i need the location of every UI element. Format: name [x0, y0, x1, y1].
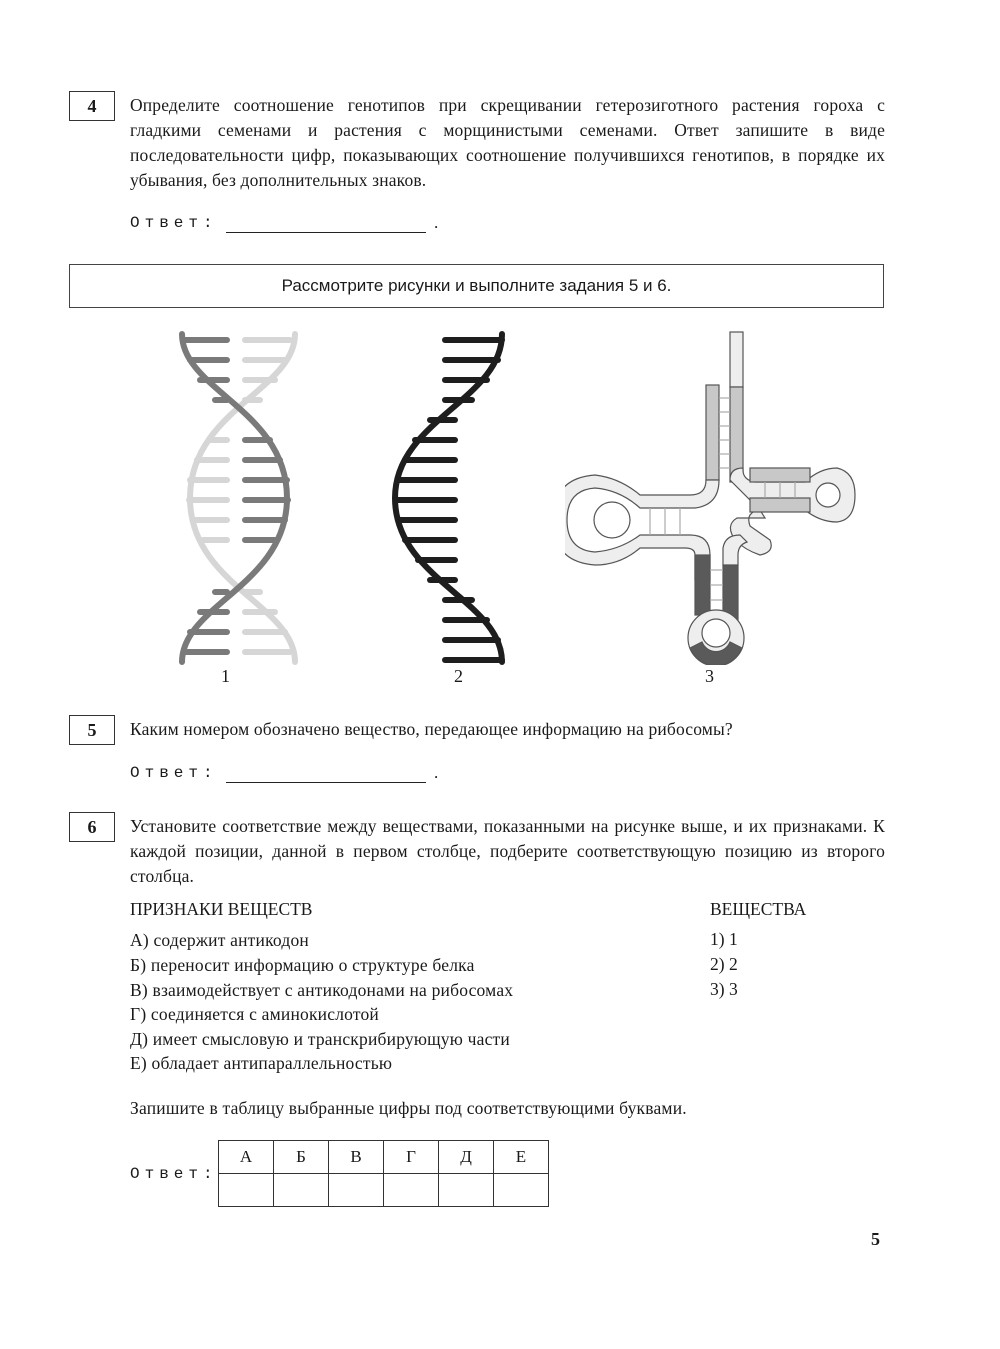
- task-6-answer-label: Ответ:: [130, 1165, 218, 1183]
- substance-option-1: 1) 1: [710, 929, 738, 949]
- substance-option-3: 3) 3: [710, 979, 738, 999]
- task-5-text: Каким номером обозначено вещество, передающее информацию на рибосомы?: [130, 719, 733, 739]
- task-5-number: 5: [69, 715, 115, 745]
- substance-option-2: 2) 2: [710, 954, 738, 974]
- answer-cell-a[interactable]: [219, 1174, 274, 1207]
- figure-1-label: 1: [221, 666, 230, 686]
- trna-cloverleaf-figure: [565, 330, 860, 665]
- answer-table-header-a: А: [219, 1141, 274, 1174]
- answer-table-header-b: Б: [274, 1141, 329, 1174]
- answer-cell-v[interactable]: [329, 1174, 384, 1207]
- answer-table-header-d: Д: [439, 1141, 494, 1174]
- answer-cell-d[interactable]: [439, 1174, 494, 1207]
- feature-item-b: Б) переносит информацию о структуре белка: [130, 955, 475, 975]
- feature-item-d: Д) имеет смысловую и транскрибирующую части: [130, 1029, 510, 1049]
- answer-table-header-row: [219, 1141, 549, 1174]
- task-4-answer-period: .: [434, 213, 439, 232]
- answer-table-header-v: В: [329, 1141, 384, 1174]
- table-instruction: Запишите в таблицу выбранные цифры под соответствующими буквами.: [130, 1098, 687, 1118]
- answer-cell-g[interactable]: [384, 1174, 439, 1207]
- page-number: 5: [871, 1229, 880, 1249]
- answer-cell-e[interactable]: [494, 1174, 549, 1207]
- task-5-answer-label: Ответ:: [130, 764, 218, 782]
- substances-column-header: ВЕЩЕСТВА: [710, 899, 807, 919]
- rna-single-strand-figure: [390, 330, 510, 665]
- task-6-text: Установите соответствие между веществами, показанными на рисунке выше, и их признаками. К каждой позиции, данной в первом столбце, подберите соответствующую позицию из второго столбца.: [130, 816, 885, 886]
- task-4-text: Определите соотношение генотипов при скрещивании гетерозиготного растения гороха с гладкими семенами и растения с морщинистыми семенами. Ответ запишите в виде последовательности цифр, показывающих соотношение получившихся генотипов, в порядке их убывания, без дополнительных знаков.: [130, 95, 885, 190]
- feature-item-a: А) содержит антикодон: [130, 930, 309, 950]
- task-5-answer-period: .: [434, 763, 439, 782]
- answer-table-input-row: [219, 1174, 549, 1207]
- dna-double-helix-figure: [165, 330, 315, 665]
- task-4-answer-field[interactable]: [226, 231, 426, 233]
- answer-table-header-e: Е: [494, 1141, 549, 1174]
- figure-3-label: 3: [705, 666, 714, 686]
- feature-item-g: Г) соединяется с аминокислотой: [130, 1004, 379, 1024]
- task-4-answer-label: Ответ:: [130, 214, 218, 232]
- feature-item-e: Е) обладает антипараллельностью: [130, 1053, 393, 1073]
- task-6-number: 6: [69, 812, 115, 842]
- answer-cell-b[interactable]: [274, 1174, 329, 1207]
- feature-item-v: В) взаимодействует с антикодонами на рибосомах: [130, 980, 514, 1000]
- answer-table: [218, 1140, 549, 1207]
- task-5-answer-field[interactable]: [226, 781, 426, 783]
- answer-table-header-g: Г: [384, 1141, 439, 1174]
- task-4-number: 4: [69, 91, 115, 121]
- figure-2-label: 2: [454, 666, 463, 686]
- instruction-banner: Рассмотрите рисунки и выполните задания 5 и 6.: [69, 264, 884, 308]
- features-column-header: ПРИЗНАКИ ВЕЩЕСТВ: [130, 899, 313, 919]
